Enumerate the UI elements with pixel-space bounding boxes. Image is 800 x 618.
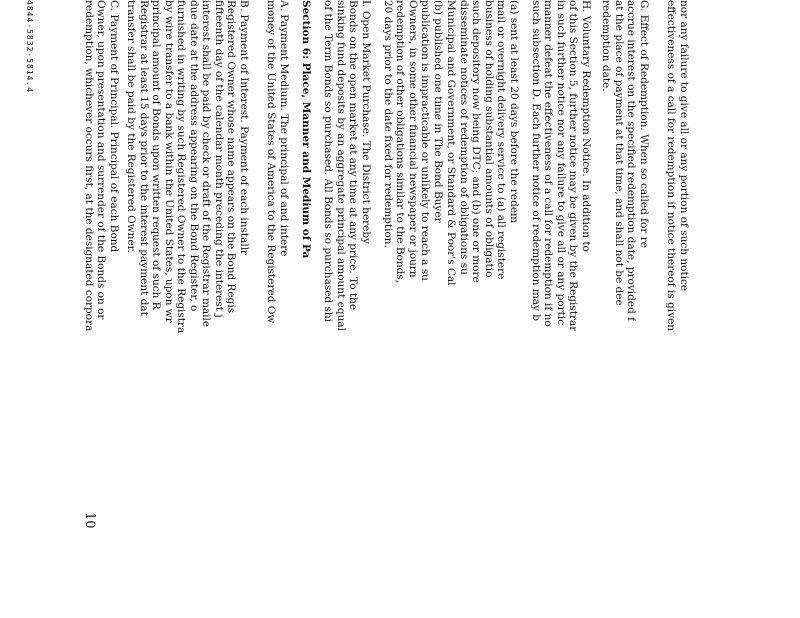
text-line: at the place of payment at that time, and shall not be dee (613, 0, 625, 306)
rotated-document-page (25, 0, 690, 618)
text-line: of this Section 5, further notice may be given by the Registrar (567, 0, 580, 332)
text-line: redemption date. (600, 0, 613, 92)
text-block (265, 0, 290, 323)
text-line: due date at the address appearing on the Bond Register, o (188, 0, 200, 312)
text-block (322, 0, 372, 331)
text-line: by wire transfer to a bank within the United States, upon wr (163, 0, 175, 323)
page-number: 10 (82, 512, 97, 529)
text-line: business of holding substantial amounts of obligatio (483, 0, 495, 278)
text-line: money of the United States of America to the Registered Ow (265, 0, 278, 324)
text-line: Registered Owner whose name appears on the Bond Regis (225, 0, 238, 314)
text-line: such subsection D. Each further notice of redemption may b (530, 0, 542, 322)
text-line: (a) sent at least 20 days before the redem (508, 0, 520, 224)
text-block (530, 0, 593, 331)
text-line: publication is impracticable or unlikely to reach a su (419, 0, 432, 281)
text-block (665, 0, 690, 331)
text-line: I. Open Market Purchase. The District hereby (360, 0, 372, 245)
text-line: nor any failure to give all or any portion of such notice (678, 0, 690, 292)
text-block (125, 0, 250, 333)
text-line: (b) published one time in The Bond Buyer (432, 0, 444, 223)
text-block (83, 0, 121, 331)
text-line: H. Voluntary Redemption Notice. In addition to (580, 0, 592, 252)
text-line: B. Payment of Interest. Payment of each installr (238, 0, 250, 256)
text-line: interest shall be paid by check or draft of the Registrar maile (200, 0, 213, 328)
text-block (382, 0, 445, 283)
text-line: mail or overnight delivery service to (a) all registere (495, 0, 508, 280)
text-line: manner defeat the effectiveness of a call for redemption if no (542, 0, 555, 327)
text-line: redemption, whichever occurs first, at the designated corpora (83, 0, 95, 332)
text-line: in such further notice nor any failure to give all or any portic (555, 0, 567, 326)
text-line: G. Effect of Redemption. When so called for re (638, 0, 650, 248)
text-line: disseminate notices of redemption of obligations su (458, 0, 470, 275)
text-line: furnished in writing by such Registered Owner to the Registra (175, 0, 188, 334)
text-line: Municipal and Government, or Standard & Poor's Cal (445, 0, 458, 286)
text-line: transfer shall be paid by the Registered Owner. (125, 0, 138, 253)
text-line: Owner, upon presentation and surrender of the Bonds on or (95, 0, 108, 320)
text-line: A. Payment Medium. The principal of and intere (278, 0, 290, 257)
text-block (600, 0, 650, 321)
text-line: redemption of other obligations similar to the Bonds, (394, 0, 407, 284)
text-line: C. Payment of Principal. Principal of each Bond (108, 0, 120, 253)
text-line: accrue interest on the specified redemption date, provided f (625, 0, 638, 322)
text-line: such depository now being DTC; and (b) one or more (470, 0, 483, 283)
text-line: Registrar at least 15 days prior to the interest payment dat (138, 0, 150, 316)
document-id: 4844-5832-5814.4 (25, 0, 34, 94)
text-line: Section 6: Place, Manner and Medium of Pa (300, 0, 312, 259)
text-block (445, 0, 520, 286)
text-line: principal amount of Bonds upon written request of such R (150, 0, 163, 310)
text-line: sinking fund deposits by an aggregate principal amount equal (335, 0, 347, 331)
text-line: effectiveness of a call for redemption if notice thereof is given (665, 0, 678, 332)
text-line: Bonds on the open market at any time at any price. To the (347, 0, 360, 311)
text-line: 20 days prior to the date fixed for redemption. (382, 0, 394, 248)
text-line: Owners, in some other financial newspaper or journ (407, 0, 419, 278)
text-block (300, 0, 313, 258)
text-line: fifteenth day of the calendar month preceding the interest j (213, 0, 225, 318)
text-line: of the Term Bonds so purchased. All Bonds so purchased shi (322, 0, 335, 323)
